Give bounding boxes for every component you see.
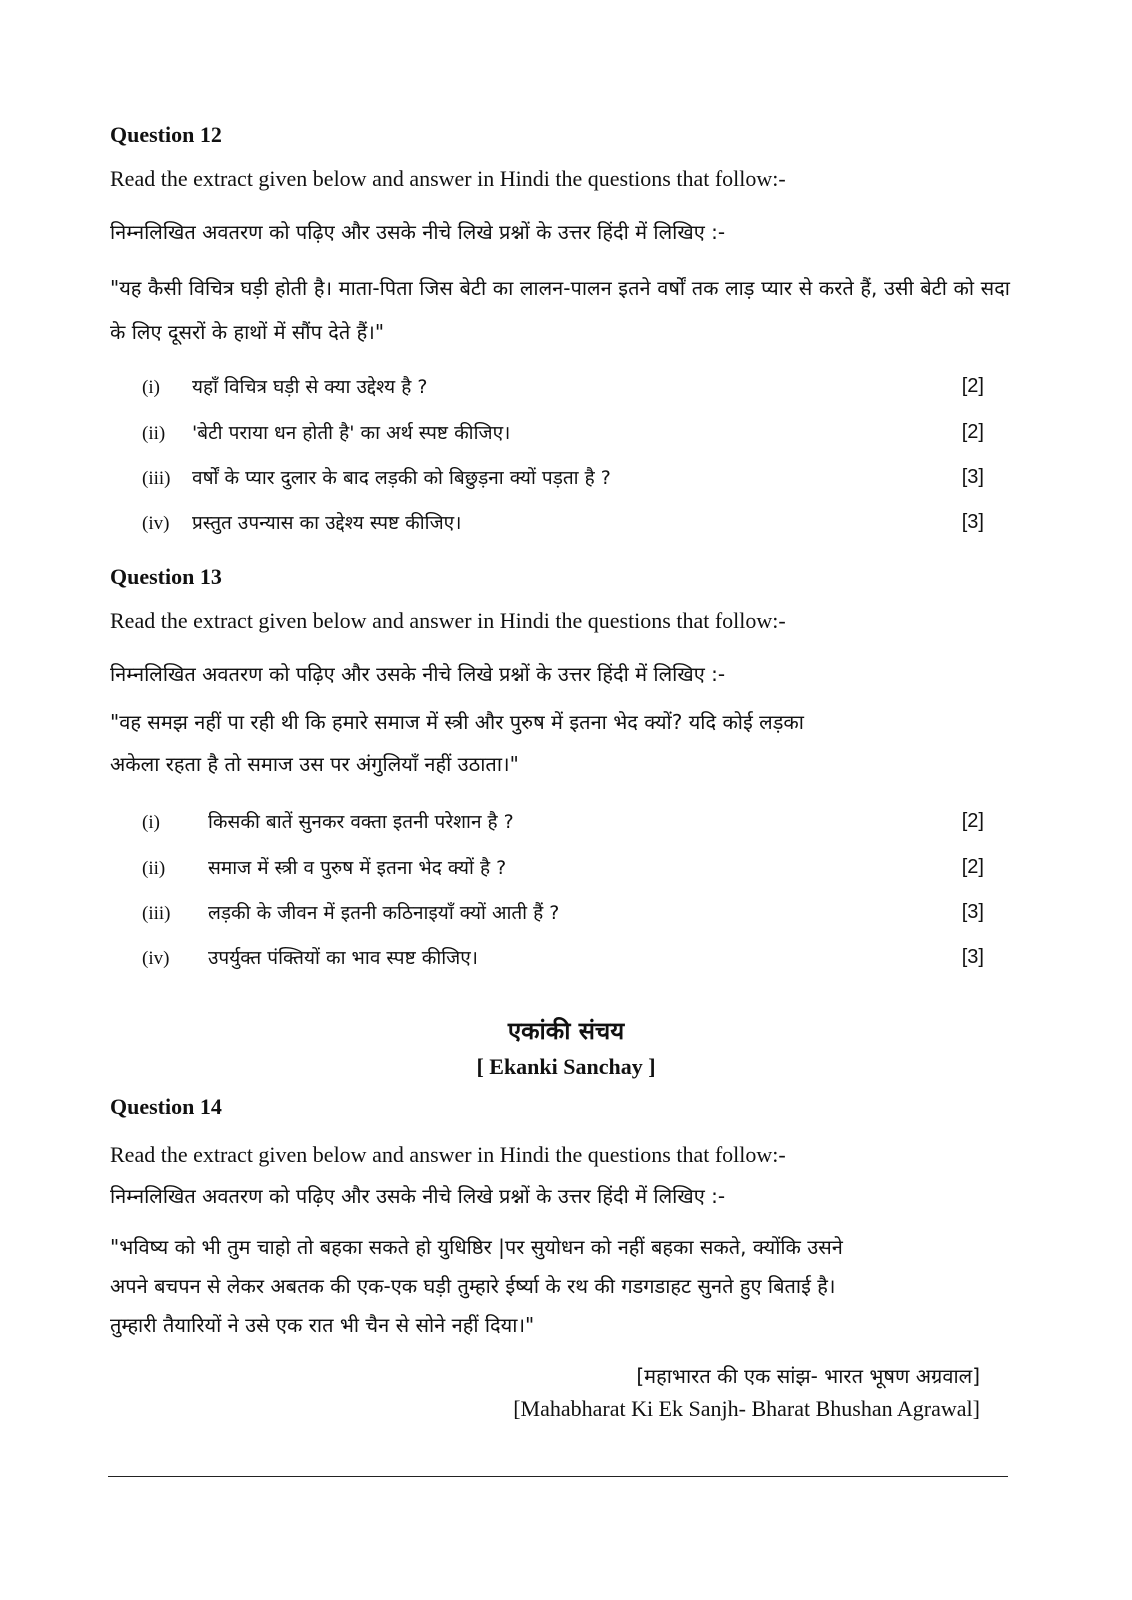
item-marks: [3]: [961, 511, 984, 533]
item-marks: [2]: [961, 810, 984, 832]
item-text: लड़की के जीवन में इतनी कठिनाइयाँ क्यों आती हैं ?: [208, 902, 560, 924]
q13-passage-line-1: "वह समझ नहीं पा रही थी कि हमारे समाज में स्त्री और पुरुष में इतना भेद क्यों? यदि कोई लड़का: [110, 710, 804, 734]
item-number: (ii): [142, 858, 166, 879]
item-marks: [2]: [961, 856, 984, 878]
item-marks: [3]: [961, 901, 984, 923]
item-text: प्रस्तुत उपन्यास का उद्देश्य स्पष्ट कीजिए।: [192, 512, 462, 534]
q13-item: [110, 899, 984, 929]
item-marks: [2]: [961, 375, 984, 397]
item-text: समाज में स्त्री व पुरुष में इतना भेद क्यों है ?: [208, 857, 507, 879]
section-title-english: [ Ekanki Sanchay ]: [476, 1054, 656, 1079]
item-number: (iv): [142, 513, 170, 534]
item-number: (i): [142, 812, 160, 833]
q12-item: [110, 419, 984, 449]
q13-instruction-hindi: निम्नलिखित अवतरण को पढ़िए और उसके नीचे लिखे प्रश्नों के उत्तर हिंदी में लिखिए :-: [110, 662, 726, 686]
q14-passage-line-1: "भविष्य को भी तुम चाहो तो बहका सकते हो युधिष्ठिर |पर सुयोधन को नहीं बहका सकते, क्योंकि उसने: [110, 1235, 843, 1259]
item-number: (i): [142, 377, 160, 398]
item-number: (iv): [142, 948, 170, 969]
section-title-hindi: एकांकी संचय: [507, 1017, 625, 1045]
item-marks: [2]: [961, 421, 984, 443]
item-marks: [3]: [961, 466, 984, 488]
q14-instruction-hindi: निम्नलिखित अवतरण को पढ़िए और उसके नीचे लिखे प्रश्नों के उत्तर हिंदी में लिखिए :-: [110, 1184, 726, 1208]
q14-passage-line-2: अपने बचपन से लेकर अबतक की एक-एक घड़ी तुम्हारे ईर्ष्या के रथ की गडगडाहट सुनते हुए बिताई है।: [110, 1274, 836, 1298]
q13-item: [110, 854, 984, 884]
item-number: (ii): [142, 423, 166, 444]
question-13-title: Question 13: [110, 564, 222, 589]
q13-instruction-english: Read the extract given below and answer in Hindi the questions that follow:-: [110, 608, 786, 633]
item-number: (iii): [142, 468, 171, 489]
question-14-title: Question 14: [110, 1094, 222, 1119]
q13-item: [110, 808, 984, 838]
item-marks: [3]: [961, 946, 984, 968]
item-number: (iii): [142, 903, 171, 924]
q13-item: [110, 944, 984, 974]
item-text: किसकी बातें सुनकर वक्ता इतनी परेशान है ?: [208, 811, 514, 833]
footer-divider: [108, 1476, 1008, 1477]
item-text: 'बेटी पराया धन होती है' का अर्थ स्पष्ट कीजिए।: [192, 422, 511, 444]
q14-passage-line-3: तुम्हारी तैयारियों ने उसे एक रात भी चैन से सोने नहीं दिया।": [110, 1313, 535, 1337]
q12-item: [110, 509, 984, 539]
q12-item: [110, 373, 984, 403]
q14-source-english: [Mahabharat Ki Ek Sanjh- Bharat Bhushan Agrawal]: [513, 1396, 980, 1421]
q12-passage: "यह कैसी विचित्र घड़ी होती है। माता-पिता जिस बेटी का लालन-पालन इतने वर्षों तक लाड़ प्यार से करते हैं, उसी बेटी को सदा के लिए दूसरों के हाथों में सौंप देते हैं।": [110, 276, 1010, 344]
item-text: यहाँ विचित्र घड़ी से क्या उद्देश्य है ?: [192, 376, 428, 398]
q14-instruction-english: Read the extract given below and answer in Hindi the questions that follow:-: [110, 1142, 786, 1167]
question-12-title: Question 12: [110, 122, 222, 147]
item-text: वर्षों के प्यार दुलार के बाद लड़की को बिछुड़ना क्यों पड़ता है ?: [192, 467, 611, 489]
q12-item: [110, 464, 984, 494]
q12-instruction-hindi: निम्नलिखित अवतरण को पढ़िए और उसके नीचे लिखे प्रश्नों के उत्तर हिंदी में लिखिए :-: [110, 220, 726, 244]
q12-instruction-english: Read the extract given below and answer in Hindi the questions that follow:-: [110, 166, 786, 191]
q13-passage-line-2: अकेला रहता है तो समाज उस पर अंगुलियाँ नहीं उठाता।": [110, 752, 519, 776]
q14-source-hindi: [महाभारत की एक सांझ- भारत भूषण अग्रवाल]: [636, 1364, 980, 1388]
item-text: उपर्युक्त पंक्तियों का भाव स्पष्ट कीजिए।: [208, 947, 478, 969]
